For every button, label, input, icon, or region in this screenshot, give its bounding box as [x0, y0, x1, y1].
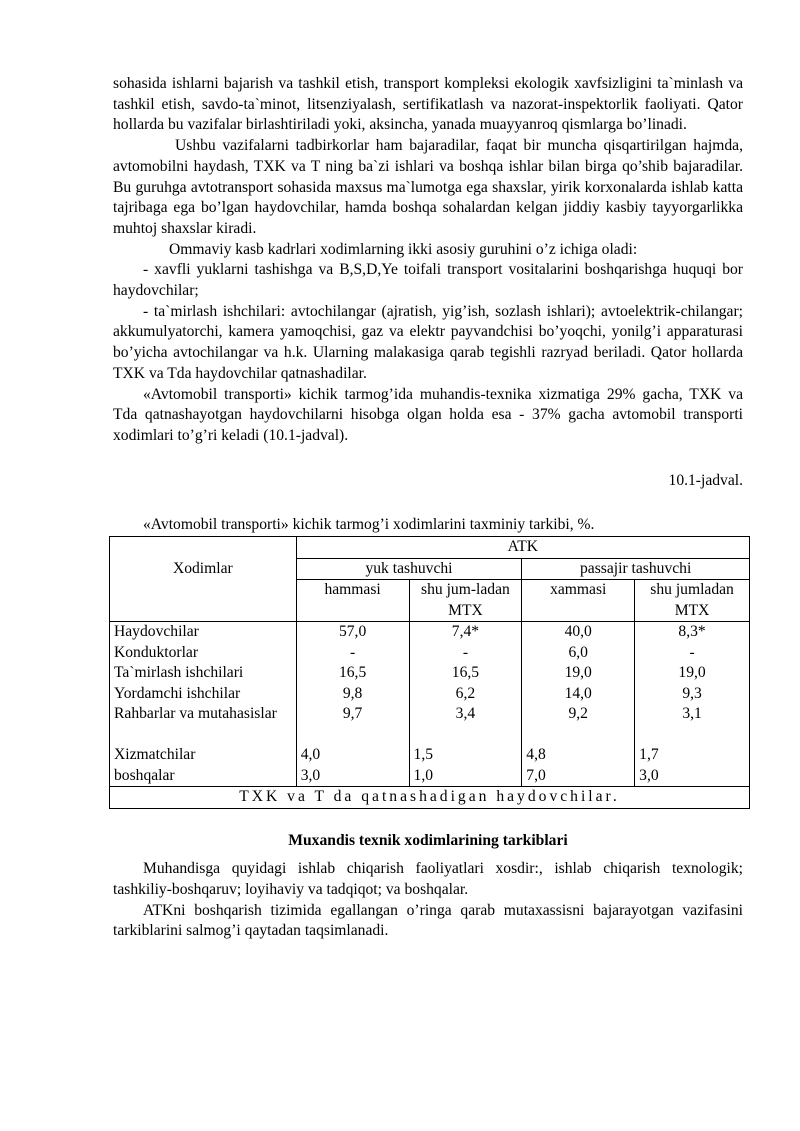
table-cell: 57,0 [338, 623, 367, 641]
paragraph-share: «Avtomobil transporti» kichik tarmog’ida muhandis-texnika xizmatiga 29% gacha, TXK va Tda qatnashayotgan haydovchilarni hisobga olgan holda esa - 37% gacha avtomobil transporti xodimlari to’g’ri keladi (10.1-jadval). [113, 385, 743, 444]
paragraph-drivers: - xavfli yuklarni tashishga va B,S,D,Ye toifali transport vositalarini boshqarishga huquqi bor haydovchilar; [113, 261, 743, 300]
staff-composition-table [109, 536, 750, 809]
table-cell: 7,0 [526, 766, 546, 784]
table-cell: boshqalar [114, 766, 175, 784]
group-freight: yuk tashuvchi [296, 558, 522, 580]
paragraph-entrepreneurs: Ushbu vazifalarni tadbirkorlar ham bajaradilar, faqat bir muncha qisqartirilgan hajmda, avtomobilni haydash, TXK va T ning ba`zi ishlari va boshqa ishlar bilan birga qo’shib bajaradilar. Bu guruhga avtotransport sohasida maxsus ma`lumotga ega shaxslar, yirik korxonalarda ishlab katta tajribaga ega bo’lgan haydovchilar, hamda boshqa sohalardan kelgan jiddiy kasbiy tayyorgarlikka muhtoj shaxslar kiradi. [113, 137, 743, 237]
table-cell: Ta`mirlash ishchilari [114, 664, 244, 682]
table-cell: - [462, 643, 469, 661]
sub-header: shu jumladan MTX [635, 580, 750, 622]
col-passenger-mtx [635, 622, 750, 787]
col-passenger-total [522, 622, 635, 787]
row-labels [110, 622, 297, 787]
table-cell: 1,7 [639, 746, 659, 764]
paragraph-mass-staff: Ommaviy kasb kadrlari xodimlarning ikki asosiy guruhini o’z ichiga oladi: [169, 240, 638, 258]
table-cell: Konduktorlar [114, 643, 199, 661]
table-number: 10.1-jadval. [668, 471, 743, 489]
table-cell: - [689, 643, 695, 661]
paragraph-intro: sohasida ishlarni bajarish va tashkil etish, transport kompleksi ekologik xavfsizligini ta`minlash va tashkil etish, savdo-ta`minot, litsenziyalash, sertifikatlash va nazorat-inspektorlik faoliyati. Qator hollarda bu vazifalar birlashtiriladi yoki, aksincha, yanada muayyanroq qismlarga bo’linadi. [113, 75, 743, 134]
row-header: Xodimlar [110, 537, 297, 580]
table-cell: - [350, 643, 356, 661]
table-cell: 3,0 [300, 766, 321, 784]
table-cell: Xizmatchilar [114, 746, 196, 764]
document-page [113, 74, 743, 942]
col-group-atk: ATK [296, 537, 749, 559]
sub-header: xammasi [522, 580, 635, 622]
table-cell: 9,7 [342, 705, 363, 723]
group-passenger: passajir tashuvchi [522, 558, 750, 580]
table-cell: 3,0 [639, 766, 659, 784]
sub-header: hammasi [296, 580, 409, 622]
table-cell: 40,0 [564, 623, 592, 641]
table-cell: 19,0 [564, 664, 592, 682]
paragraph-engineer: Muhandisga quyidagi ishlab chiqarish faoliyatlari xosdir:, ishlab chiqarish texnologik; tashkiliy-boshqaruv; loyihaviy va tadqiqot; va boshqalar. [113, 860, 743, 898]
table-cell: 6,2 [455, 684, 476, 702]
table-cell: Haydovchilar [114, 623, 199, 641]
table-cell: 8,3* [678, 623, 706, 641]
paragraph-repair-workers: - ta`mirlash ishchilari: avtochilangar (ajratish, yig’ish, sozlash ishlari); avtoelektrik-chilangar; akkumulyatorchi, kamera yamoqchisi, gaz va elektr payvandchisi bo’yoqchi, yonilg’i apparaturasi bo’yicha avtochilangar va h.k. Ularning malakasiga qarab tegishli razryad beriladi. Qator hollarda TXK va Tda haydovchilar qatnashadilar. [113, 302, 743, 382]
sub-header: shu jum-ladan MTX [409, 580, 522, 622]
col-freight-mtx [409, 622, 522, 787]
table-cell: 1,5 [413, 746, 434, 764]
table-cell: 9,2 [568, 705, 588, 723]
table-footnote: TXK va T da qatnashadigan haydovchilar. [110, 787, 750, 809]
section-heading: Muxandis texnik xodimlarining tarkiblari [288, 831, 568, 849]
table-cell: Rahbarlar va mutahasislar [114, 705, 277, 723]
table-cell: 3,1 [682, 705, 702, 723]
col-freight-total [296, 622, 409, 787]
table-cell: 9,8 [342, 684, 363, 702]
table-cell: 3,4 [455, 705, 476, 723]
paragraph-atk: ATKni boshqarish tizimida egallangan o’ringa qarab mutaxassisni bajarayotgan vazifasini tarkiblarini salmog’i qaytadan taqsimlanadi. [113, 901, 743, 940]
table-cell: 7,4* [451, 623, 480, 641]
table-cell: 9,3 [682, 684, 702, 702]
table-cell: 1,0 [413, 766, 434, 784]
table-cell: 6,0 [568, 643, 588, 661]
table-cell: Yordamchi ishchilar [114, 684, 241, 702]
table-cell: 16,5 [451, 664, 480, 682]
table-cell: 19,0 [678, 664, 706, 682]
table-cell: 4,0 [300, 746, 321, 764]
table-cell: 16,5 [338, 664, 367, 682]
table-cell: 4,8 [526, 746, 546, 764]
table-cell: 14,0 [564, 684, 592, 702]
table-caption: «Avtomobil transporti» kichik tarmog’i xodimlarini taxminiy tarkibi, %. [143, 516, 595, 534]
